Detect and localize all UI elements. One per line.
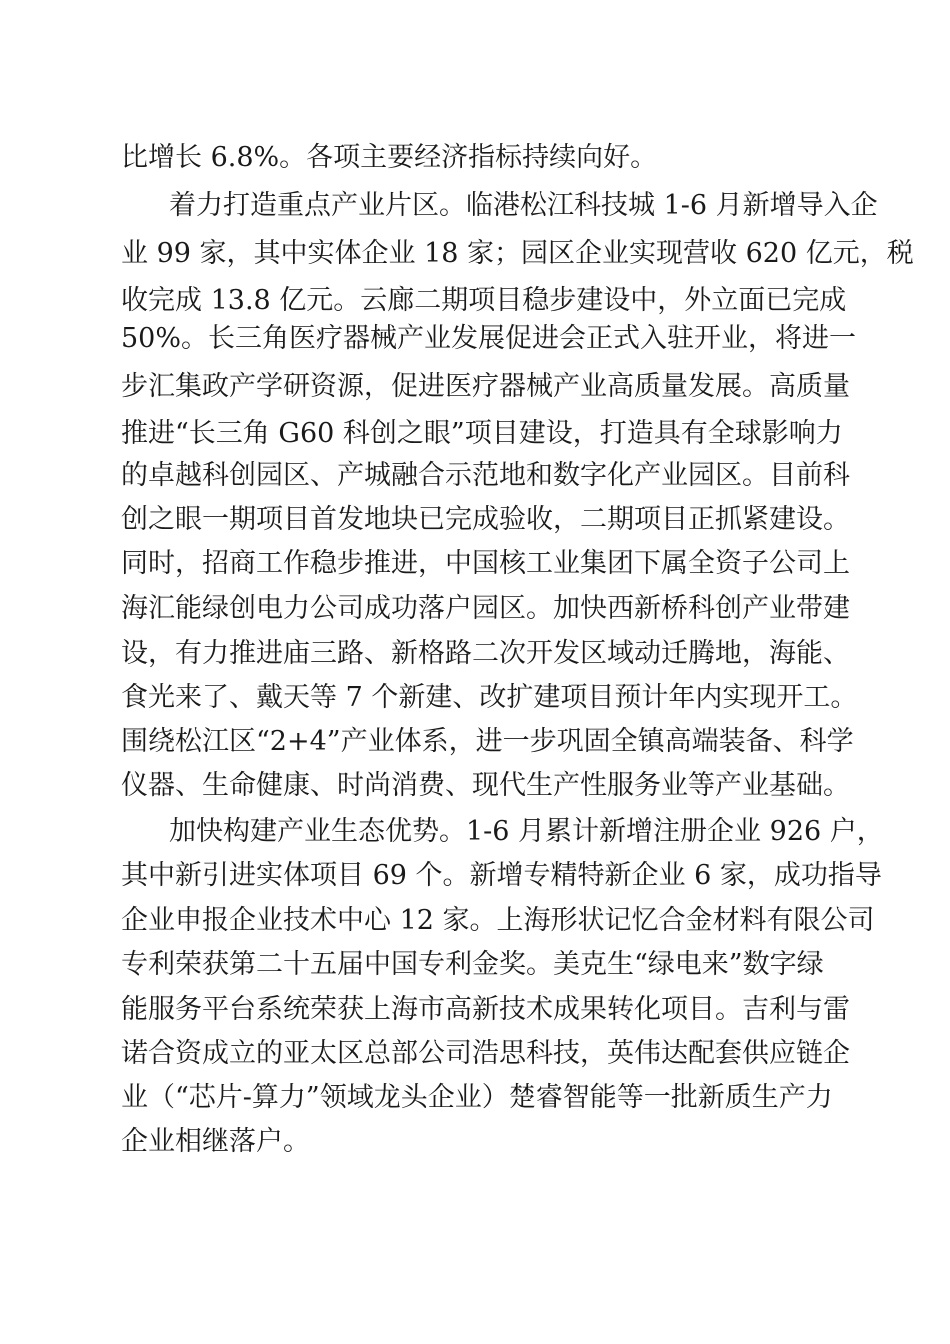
text-line: 的卓越科创园区、产城融合示范地和数字化产业园区。目前科 (121, 460, 850, 491)
text-line: 专利荣获第二十五届中国专利金奖。美克生“绿电来”数字绿 (121, 949, 824, 980)
text-line: 企业申报企业技术中心 12 家。上海形状记忆合金材料有限公司 (121, 905, 875, 936)
text-line: 同时，招商工作稳步推进，中国核工业集团下属全资子公司上 (121, 548, 850, 579)
text-line: 食光来了、戴天等 7 个新建、改扩建项目预计年内实现开工。 (121, 682, 858, 713)
text-line: 其中新引进实体项目 69 个。新增专精特新企业 6 家，成功指导 (121, 860, 882, 891)
text-line: 50%。长三角医疗器械产业发展促进会正式入驻开业，将进一 (121, 323, 857, 354)
paragraph-start-line: 加快构建产业生态优势。1-6 月累计新增注册企业 926 户， (169, 816, 884, 847)
text-line: 业（“芯片-算力”领域龙头企业）楚睿智能等一批新质生产力 (121, 1082, 833, 1113)
text-line: 收完成 13.8 亿元。云廊二期项目稳步建设中，外立面已完成 (121, 285, 847, 316)
text-line: 诺合资成立的亚太区总部公司浩思科技，英伟达配套供应链企 (121, 1038, 850, 1069)
paragraph-start-line: 着力打造重点产业片区。临港松江科技城 1-6 月新增导入企 (169, 190, 878, 221)
text-line: 海汇能绿创电力公司成功落户园区。加快西新桥科创产业带建 (121, 593, 850, 624)
text-line: 围绕松江区“2+4”产业体系，进一步巩固全镇高端装备、科学 (121, 726, 854, 757)
text-line: 仪器、生命健康、时尚消费、现代生产性服务业等产业基础。 (121, 770, 850, 801)
text-line: 企业相继落户。 (121, 1126, 310, 1157)
text-line: 创之眼一期项目首发地块已完成验收，二期项目正抓紧建设。 (121, 504, 850, 535)
text-line: 步汇集政产学研资源，促进医疗器械产业高质量发展。高质量 (121, 371, 850, 402)
text-line: 推进“长三角 G60 科创之眼”项目建设，打造具有全球影响力 (121, 418, 843, 449)
text-line: 能服务平台系统荣获上海市高新技术成果转化项目。吉利与雷 (121, 994, 850, 1025)
text-line: 设，有力推进庙三路、新格路二次开发区域动迁腾地，海能、 (121, 638, 850, 669)
text-line: 业 99 家，其中实体企业 18 家；园区企业实现营收 620 亿元，税 (121, 238, 914, 269)
text-line: 比增长 6.8%。各项主要经济指标持续向好。 (121, 142, 658, 173)
